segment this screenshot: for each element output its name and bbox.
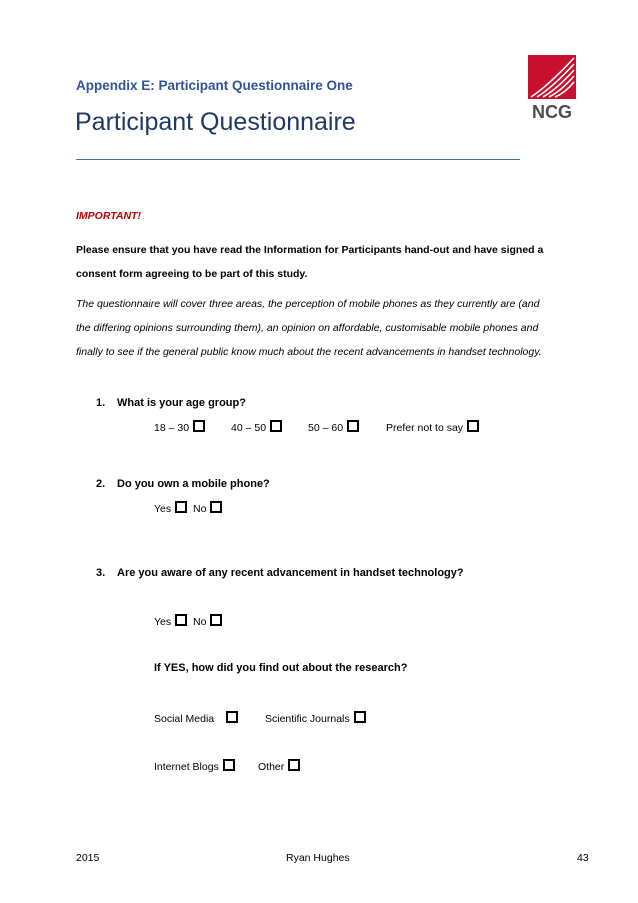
intro-line: finally to see if the general public know much about the recent advancements in handset technology. bbox=[76, 346, 542, 358]
source-other-option[interactable] bbox=[258, 759, 300, 773]
logo-text: NCG bbox=[532, 102, 572, 121]
page-title: Participant Questionnaire bbox=[75, 108, 356, 136]
age-50-60-option[interactable] bbox=[308, 420, 359, 434]
intro-paragraph bbox=[76, 292, 566, 364]
footer-year: 2015 bbox=[76, 852, 100, 864]
question-3-text: Are you aware of any recent advancement in handset technology? bbox=[117, 567, 464, 579]
source-journals-option[interactable] bbox=[265, 711, 366, 725]
checkbox-icon[interactable] bbox=[270, 420, 282, 432]
footer-page-number: 43 bbox=[577, 852, 589, 864]
checkbox-icon[interactable] bbox=[210, 501, 222, 513]
phone-no-option[interactable] bbox=[193, 501, 222, 515]
option-label: 40 – 50 bbox=[231, 422, 267, 434]
checkbox-icon[interactable] bbox=[175, 614, 187, 626]
checkbox-icon[interactable] bbox=[210, 614, 222, 626]
checkbox-icon[interactable] bbox=[354, 711, 366, 723]
option-label: No bbox=[193, 503, 207, 515]
checkbox-icon[interactable] bbox=[175, 501, 187, 513]
option-label: 18 – 30 bbox=[154, 422, 190, 434]
source-social-media-option[interactable] bbox=[154, 711, 238, 725]
option-label: Scientific Journals bbox=[265, 713, 350, 725]
checkbox-icon[interactable] bbox=[288, 759, 300, 771]
option-label: Yes bbox=[154, 616, 172, 628]
question-3-number: 3. bbox=[96, 567, 106, 579]
option-label: Yes bbox=[154, 503, 172, 515]
option-label: Other bbox=[258, 761, 285, 773]
footer-author: Ryan Hughes bbox=[286, 852, 350, 864]
option-label: 50 – 60 bbox=[308, 422, 344, 434]
consent-line: Please ensure that you have read the Information for Participants hand-out and have signed a bbox=[76, 244, 544, 256]
checkbox-icon[interactable] bbox=[223, 759, 235, 771]
title-divider bbox=[76, 159, 520, 160]
aware-yes-option[interactable] bbox=[154, 614, 187, 628]
question-2-number: 2. bbox=[96, 478, 106, 490]
option-label: No bbox=[193, 616, 207, 628]
question-2-text: Do you own a mobile phone? bbox=[117, 478, 270, 490]
aware-no-option[interactable] bbox=[193, 614, 222, 628]
age-prefer-not-option[interactable] bbox=[386, 420, 479, 434]
appendix-heading: Appendix E: Participant Questionnaire One bbox=[76, 78, 353, 93]
checkbox-icon[interactable] bbox=[467, 420, 479, 432]
important-label: IMPORTANT! bbox=[76, 210, 141, 222]
ncg-logo bbox=[527, 55, 577, 121]
question-1-text: What is your age group? bbox=[117, 397, 246, 409]
intro-line: The questionnaire will cover three areas, the perception of mobile phones as they currently are (and bbox=[76, 298, 540, 310]
followup-question: If YES, how did you find out about the research? bbox=[154, 662, 408, 674]
intro-line: the differing opinions surrounding them), an opinion on affordable, customisable mobile phones and bbox=[76, 322, 539, 334]
checkbox-icon[interactable] bbox=[347, 420, 359, 432]
option-label: Social Media bbox=[154, 713, 215, 725]
source-blogs-option[interactable] bbox=[154, 759, 235, 773]
phone-yes-option[interactable] bbox=[154, 501, 187, 515]
option-label: Internet Blogs bbox=[154, 761, 219, 773]
checkbox-icon[interactable] bbox=[193, 420, 205, 432]
age-18-30-option[interactable] bbox=[154, 420, 205, 434]
question-1-number: 1. bbox=[96, 397, 106, 409]
option-label: Prefer not to say bbox=[386, 422, 464, 434]
consent-line: consent form agreeing to be part of this study. bbox=[76, 268, 308, 280]
checkbox-icon[interactable] bbox=[226, 711, 238, 723]
consent-notice bbox=[76, 238, 546, 286]
age-40-50-option[interactable] bbox=[231, 420, 282, 434]
